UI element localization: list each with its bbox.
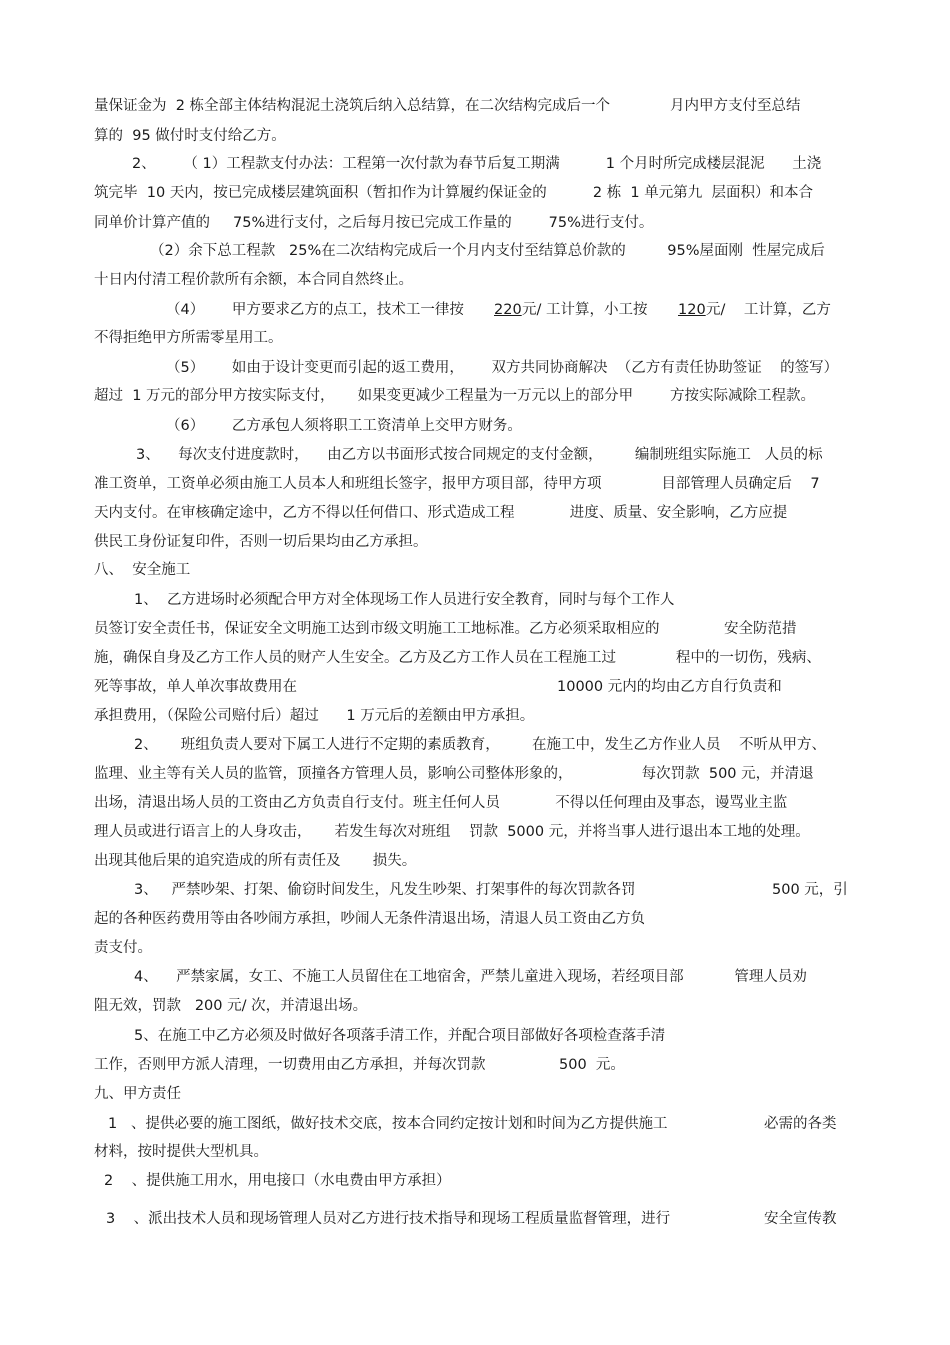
text-line: 准工资单，工资单必须由施工人员本人和班组长签字，报甲方项目部，待甲方项 目部管理人员确定后 7 <box>94 476 820 492</box>
text-line: 同单价计算产值的 75%进行支付，之后每月按已完成工作量的 75%进行支付。 <box>94 215 654 231</box>
text-line: 量保证金为 2 栋全部主体结构混泥土浇筑后纳入总结算，在二次结构完成后一个 月内甲方支付至总结 <box>94 98 801 114</box>
text-line: 2、 班组负责人要对下属工人进行不定期的素质教育， 在施工中，发生乙方作业人员 不听从甲方、 <box>134 737 826 753</box>
text-line: 施，确保自身及乙方工作人员的财产人生安全。乙方及乙方工作人员在工程施工过 程中的一切伤，残病、 <box>94 650 821 666</box>
text-line: 筑完毕 10 天内，按已完成楼层建筑面积（暂扣作为计算履约保证金的 2 栋 1 单元第九 层面积）和本合 <box>94 185 813 201</box>
text-line: 2、 （ 1）工程款支付办法：工程第一次付款为春节后复工期满 1 个月时所完成楼层混泥 土浇 <box>132 156 822 172</box>
text-line: 材料，按时提供大型机具。 <box>94 1144 268 1160</box>
text-line: 500 元，引 <box>772 882 848 898</box>
text-line: 3 、派出技术人员和现场管理人员对乙方进行技术指导和现场工程质量监督管理，进行 <box>106 1211 671 1227</box>
text-line: 监理、业主等有关人员的监管，顶撞各方管理人员，影响公司整体形象的， 每次罚款 500 元，并清退 <box>94 766 814 782</box>
text-line: 员签订安全责任书，保证安全文明施工达到市级文明施工工地标准。乙方必须采取相应的 安全防范措 <box>94 621 797 637</box>
text-line: 出场，清退出场人员的工资由乙方负责自行支付。班主任何人员 不得以任何理由及事态，谩骂业主监 <box>94 795 788 811</box>
text-line: 1 、提供必要的施工图纸，做好技术交底，按本合同约定按计划和时间为乙方提供施工 <box>108 1116 668 1132</box>
text-line: 算的 95 做付时支付给乙方。 <box>94 128 286 144</box>
text-line: 必需的各类 <box>764 1116 837 1132</box>
text-line: 阻无效，罚款 200 元/ 次，并清退出场。 <box>94 998 368 1014</box>
text-line: 安全宣传教 <box>764 1211 837 1227</box>
text-line: 3、 严禁吵架、打架、偷窃时间发生，凡发生吵架、打架事件的每次罚款各罚 <box>134 882 636 898</box>
text-line: 责支付。 <box>94 940 152 956</box>
text-line: 500 元。 <box>559 1057 625 1073</box>
text-line: 起的各种医药费用等由各吵闹方承担，吵闹人无条件清退出场，清退人员工资由乙方负 <box>94 911 645 927</box>
underlined-value: 220 <box>494 302 522 318</box>
text-line: 承担费用，（保险公司赔付后）超过 1 万元后的差额由甲方承担。 <box>94 708 535 724</box>
text-line: 死等事故，单人单次事故费用在 <box>94 679 297 695</box>
text-line: （2）余下总工程款 25%在二次结构完成后一个月内支付至结算总价款的 95%屋面刚 性屋完成后 <box>150 243 825 259</box>
text-line: 出现其他后果的追究造成的所有责任及 损失。 <box>94 853 417 869</box>
text-line: 供民工身份证复印件，否则一切后果均由乙方承担。 <box>94 534 428 550</box>
text-line: 十日内付清工程价款所有余额，本合同自然终止。 <box>94 272 413 288</box>
text-line: 3、 每次支付进度款时， 由乙方以书面形式按合同规定的支付金额， 编制班组实际施工 人员的标 <box>136 447 823 463</box>
text-line: （6） 乙方承包人须将职工工资清单上交甲方财务。 <box>166 418 522 434</box>
text-line: 工作，否则甲方派人清理，一切费用由乙方承担，并每次罚款 <box>94 1057 486 1073</box>
text-line: 元/ 工计算，乙方 <box>706 302 831 318</box>
text-line: 元/ 工计算，小工按 <box>522 302 648 318</box>
text-line: 天内支付。在审核确定途中，乙方不得以任何借口、形式造成工程 进度、质量、安全影响，乙方应提 <box>94 505 788 521</box>
text-line: 10000 元内的均由乙方自行负责和 <box>557 679 782 695</box>
text-line: 不得拒绝甲方所需零星用工。 <box>94 330 283 346</box>
text-line: 超过 1 万元的部分甲方按实际支付， 如果变更减少工程量为一万元以上的部分甲 方按实际减除工程款。 <box>94 388 815 404</box>
underlined-value: 120 <box>678 302 706 318</box>
text-line: （5） 如由于设计变更而引起的返工费用， 双方共同协商解决 （乙方有责任协助签证 的签写） <box>166 360 839 376</box>
text-line: （4） 甲方要求乙方的点工，技术工一律按 <box>166 302 464 318</box>
text-line: 1、 乙方进场时必须配合甲方对全体现场工作人员进行安全教育，同时与每个工作人 <box>134 592 675 608</box>
section-heading: 八、 安全施工 <box>94 562 191 578</box>
text-line: 4、 严禁家属，女工、不施工人员留住在工地宿舍，严禁儿童进入现场，若经项目部 管理人员劝 <box>134 969 807 985</box>
text-line: 5、在施工中乙方必须及时做好各项落手清工作，并配合项目部做好各项检查落手清 <box>134 1028 666 1044</box>
text-line: 2 、提供施工用水，用电接口（水电费由甲方承担） <box>104 1173 451 1189</box>
text-line: 理人员或进行语言上的人身攻击， 若发生每次对班组 罚款 5000 元，并将当事人进行退出本工地的处理。 <box>94 824 810 840</box>
section-heading: 九、甲方责任 <box>94 1086 181 1102</box>
